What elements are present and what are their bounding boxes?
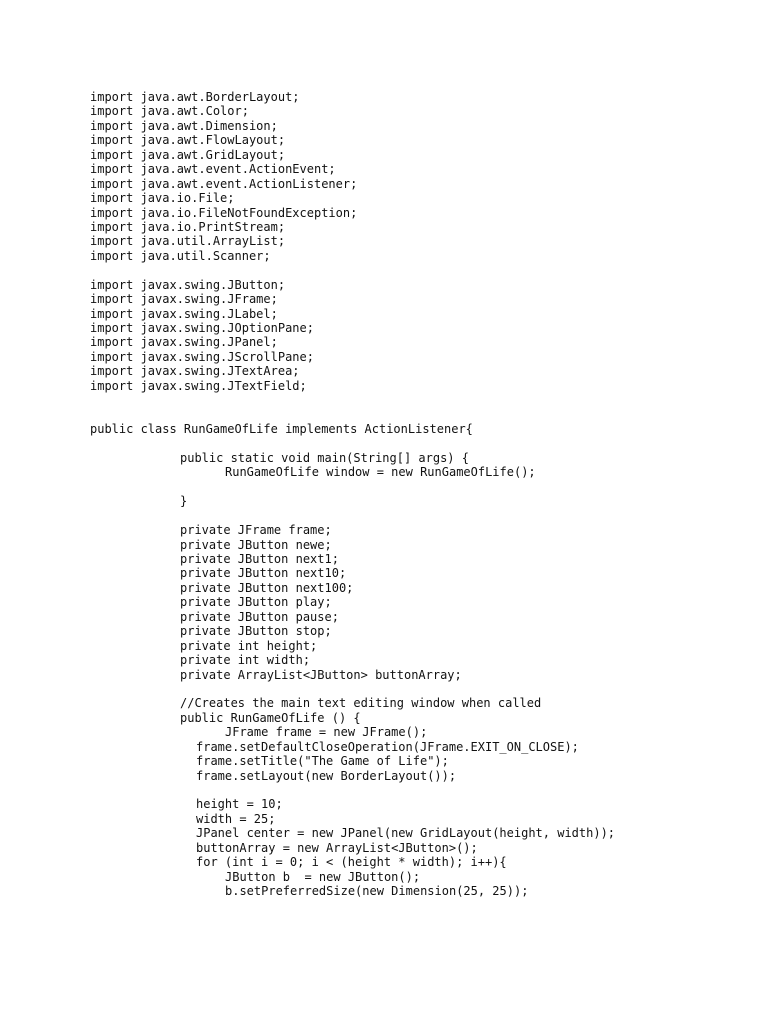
code-line [90,480,750,494]
code-line: for (int i = 0; i < (height * width); i++){ [196,855,507,870]
code-line: private JButton play; [180,595,332,610]
code-line: private JButton newe; [180,537,332,552]
code-line [90,509,750,523]
code-line: import java.util.ArrayList; [90,234,286,249]
code-line: private ArrayList<JButton> buttonArray; [180,667,462,682]
code-line [90,408,750,422]
code-line: import java.io.File; [90,191,235,206]
code-line: private JButton next100; [180,580,354,595]
code-line: private JButton next10; [180,566,347,581]
code-line [90,393,750,407]
code-line: } [180,494,188,509]
code-line: height = 10; [196,797,283,812]
code-line: import javax.swing.JPanel; [90,335,278,350]
code-line: private int height; [180,638,318,653]
code-line: width = 25; [196,811,276,826]
code-line: public static void main(String[] args) { [180,450,469,465]
code-line: import javax.swing.JFrame; [90,292,278,307]
code-line [90,783,750,797]
code-line: JButton b = new JButton(); [225,869,421,884]
code-line [90,682,750,696]
code-line: private JButton pause; [180,609,339,624]
code-line: frame.setLayout(new BorderLayout()); [196,768,457,783]
code-line: import javax.swing.JOptionPane; [90,321,314,335]
code-line: import java.util.Scanner; [90,248,271,263]
code-line: frame.setDefaultCloseOperation(JFrame.EXIT_ON_CLOSE); [196,739,579,754]
code-line: public class RunGameOfLife implements ActionListener{ [90,422,473,437]
code-line: JFrame frame = new JFrame(); [225,725,428,740]
code-line: import java.awt.GridLayout; [90,147,286,162]
code-line: private int width; [180,653,311,668]
code-line: private JButton stop; [180,624,332,639]
code-line: import java.awt.event.ActionListener; [90,176,358,191]
code-line: JPanel center = new JPanel(new GridLayout(height, width)); [196,826,616,841]
code-line: import java.awt.FlowLayout; [90,133,286,148]
code-line: import java.awt.BorderLayout; [90,90,300,104]
code-line: import java.io.FileNotFoundException; [90,205,358,220]
code-line: b.setPreferredSize(new Dimension(25, 25)); [225,884,529,899]
code-line: RunGameOfLife window = new RunGameOfLife(); [225,465,536,480]
code-line [90,263,750,277]
code-listing [90,90,750,899]
code-line: import javax.swing.JLabel; [90,306,278,321]
code-line: public RunGameOfLife () { [180,710,361,725]
code-line: import java.io.PrintStream; [90,219,286,234]
code-line: private JFrame frame; [180,523,332,538]
code-line: import java.awt.Color; [90,104,249,119]
code-line [90,437,750,451]
code-line: import java.awt.event.ActionEvent; [90,162,336,177]
code-line: buttonArray = new ArrayList<JButton>(); [196,840,478,855]
code-line: import javax.swing.JScrollPane; [90,349,314,364]
code-line: import javax.swing.JButton; [90,277,286,292]
code-line: private JButton next1; [180,552,339,566]
code-line: import java.awt.Dimension; [90,118,278,133]
code-line: frame.setTitle("The Game of Life"); [196,754,449,769]
code-line: import javax.swing.JTextField; [90,378,307,393]
code-line: import javax.swing.JTextArea; [90,364,300,379]
code-line: //Creates the main text editing window when called [180,696,542,711]
